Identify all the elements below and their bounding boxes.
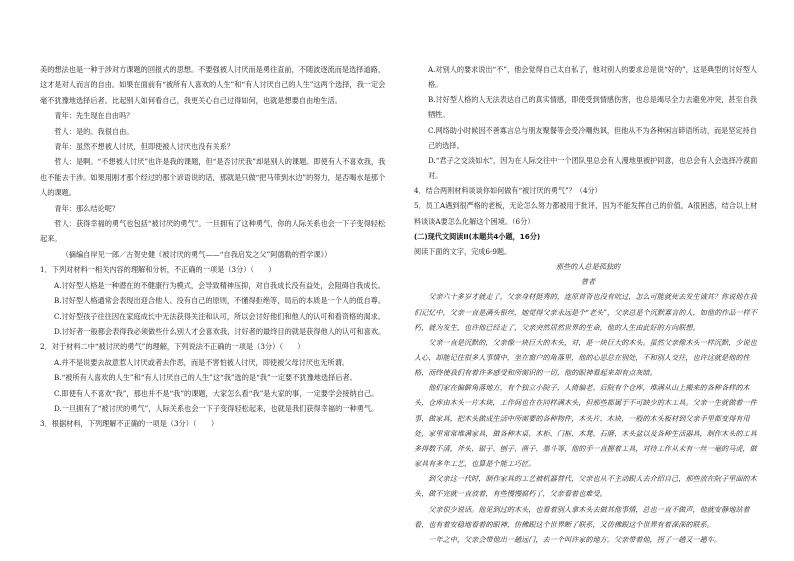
essay-paragraph: 他们家在偏僻角落地方，有个独立小院子，人倚偏老。后院有个仓库，堆满从山上搬来的各种各样的木头，仓库由木头一片木块，工作间也在在同样满木头，但那些都属于不可缺少的木工具。父亲一生就做着一件事，做家具，把木头做成生活中所需要的各种物件，木头片、木块、一般的木头板材到父亲手里都变得有用处，家里常常堆满家具，做各种木桌、木柜、门框、木凳、石磨、木头盆以及各种生活器具，制作木头的工具多得数不清，斧头、锯子、刨子、凿子、墨斗等，他的手一直握着工具，对待工作从未有一丝一毫的马虎，做家具有多年工艺，也算是个能工巧匠。 xyxy=(414,383,757,469)
question-4: 4．结合两则材料谈谈你如何做有“被讨厌的勇气”？（4分） xyxy=(414,186,602,196)
essay-title: 那些的人总是孤独的 xyxy=(555,262,621,272)
essay-paragraph: 父亲一直是沉默的，父亲像一块巨大的木头，对，是一块巨大的木头。虽然父亲像木头一样沉默，少说也人心，却能记住很多人事情中，坐在窗户的角落里，他的心思总在别处，不和别人交往，也许这就是他的性格，而终使我们有着许多感受和所需识的一切，他的眼神看起来却有点灰暗。 xyxy=(414,337,757,378)
dialogue-line: 青年：虽然不想被人讨厌，但即使被人讨厌也没有关系？ xyxy=(54,142,235,152)
dialogue-line: 哲人：是啊。“不想被人讨厌”也许是我的课题，但“是否讨厌我”却是别人的课题。即使有人不喜欢我，我也不能去干涉。如果用刚才那个经过的那个谚语说的话，那就是只做“把马带到水边”的努力，是否喝水是那个人的课题。 xyxy=(40,157,386,198)
question-3-option-c: C.网络助小时候因不善寡言总与朋友聚餐等会受冷嘲热讽，但他从不为各种闲言碎语所动，而是坚定持自己的选择。 xyxy=(428,125,757,150)
question-2-option-d: D.一旦拥有了“被讨厌的勇气”，人际关系也会一下子变得轻松起来，也就是我们获得幸福的一种勇气。 xyxy=(54,403,379,413)
dialogue-line: 哲人：是的。我很自由。 xyxy=(54,126,134,136)
section-instruction: 阅读下面的文字，完成6-9题。 xyxy=(414,246,512,256)
essay-paragraph: 父亲六十多岁才就走了，父亲身材挺秀的，连原首背也没有吭过，怎么可能就死去发生诚其？你说他在我们记忆中，父亲一直是满头银丝，她觉得父亲永远是个“老头”，父亲总是个沉默寡言的人，如他的作品一样不朽，就为发生，也许他已经走了，父亲突然居然世界的生命，他的人生由此好的方向联想。 xyxy=(414,292,757,332)
essay-paragraph: 到父亲这一代时，制作家具的工艺被机器替代，父亲也从不主动跟人去介绍自己，那些放在院子里面的木头，做不完就一直放着，有些慢慢腐朽了，父亲看着也难受。 xyxy=(414,474,757,499)
dialogue-line: 哲人：获得幸福的勇气也包括“被讨厌的勇气”。一旦拥有了这种勇气，你的人际关系也会一下子变得轻松起来。 xyxy=(40,219,386,244)
essay-paragraph: 一年之中，父亲会带他出一趟远门，去一个叫许家的地方。父亲带着他，拐了一趟又一趟车。 xyxy=(428,534,722,544)
question-2-stem: 2．对于材料二中“被讨厌的勇气”的理解，下列说法不正确的一项是（3分）（ ） xyxy=(40,342,305,352)
question-1-option-a: A.讨好型人格是一种潜在的不健康行为模式，会导致精神压抑，对自我成长没有益处，会阻碍自我成长。 xyxy=(54,280,385,290)
section-heading: (二)现代文阅读II(本题共4小题，16分) xyxy=(414,231,541,241)
question-3-option-b: B.讨好型人格的人无法表达自己的真实情感，即使受到情感伤害，也总是竭尽全力去避免冲突，甚至自我牺牲。 xyxy=(428,95,757,120)
question-2-option-a: A.并不是说要去故意惹人讨厌或者去作恶，而是不害怕被人讨厌，即使被父母讨厌也无所谓。 xyxy=(54,357,349,367)
question-1-option-d: D.讨好者一般都会表得我必须做些什么别人才会喜欢我，讨好者的最终目的就是获得他人的认可和喜欢。 xyxy=(54,326,386,336)
source-citation: （摘编自岸见一郎／古贺史健《被讨厌的勇气——“自我启发之父”阿德勒的哲学课》） xyxy=(61,249,332,259)
left-column xyxy=(40,62,388,432)
intro-paragraph: 美的想法也是一种于涉对方课题的回报式的思想。不要强被人讨厌而是勇往直前，不随波逐流而是选择道路，这才是对人而言的自由。如果在面前有“被所有人喜欢的人生”和“有人讨厌自己的人生”这两个选择，我一定会毫不犹豫地选择后者。比起别人如何看自己，我更关心自己过得如何，也就是想要自由地生活。 xyxy=(40,65,386,105)
dialogue-line: 青年：先生现在自由吗？ xyxy=(54,111,134,121)
question-1-option-c: C.讨好型孩子往往因在家庭成长中无法获得关注和认可，所以会讨好他们和他人的认可和看资格的渴求。 xyxy=(54,311,385,321)
essay-paragraph: 父亲很少说话。他见到过的木头，也看着别人拿木头去做其他事情，总也一直不做声，他就安静地站着看，也有着安稳地看着的眼神，仿佛跟这个世界断了联系，又仿佛跟这个世界有着深深的联系。 xyxy=(414,504,750,529)
right-column xyxy=(414,62,762,547)
question-1-option-b: B.讨好型人格通常会表现出迎合他人、没有自己的原则，不懂得拒绝等，局后的本质是一个人的低自尊。 xyxy=(54,296,386,306)
question-3-option-d: D.“君子之交淡如水”，因为在人际交往中一个团队里总会有人漫地里被护同意，也总会有人会选择冷漠面对。 xyxy=(428,155,758,181)
question-2-option-b: B.“被所有人喜欢的人生”和“有人讨厌自己的人生”这“我”选的是“我”一定要不犹豫地选择后者。 xyxy=(54,373,357,383)
question-3-stem: 3．根据材料，下列理解不正确的一项是（3分）（ ） xyxy=(40,419,219,429)
dialogue-line: 青年：那么结论呢？ xyxy=(54,203,120,213)
essay-author: 曾者 xyxy=(580,277,596,287)
question-5: 5．员工A遇到很严格的老板，无论怎么努力都被用于批评，因为不能发挥自己的价值，A很困惑，结合以上材料谈谈A要怎么化解这个困境。（6分） xyxy=(414,201,758,226)
question-1-stem: 1．下列对材料一相关内容的理解和分析，不正确的一项是（3分）（ ） xyxy=(40,265,276,275)
question-2-option-c: C.即使有人不喜欢“我”，那也并不是“我”的课题，大家怎么看“我”是大家的事，一定要学会接纳自己。 xyxy=(54,388,379,398)
question-3-option-a: A.对别人的要求说出“不”，他会觉得自己太自私了，他对别人的要求总是说“好的”，这是典型的讨好型人格。 xyxy=(428,65,758,90)
